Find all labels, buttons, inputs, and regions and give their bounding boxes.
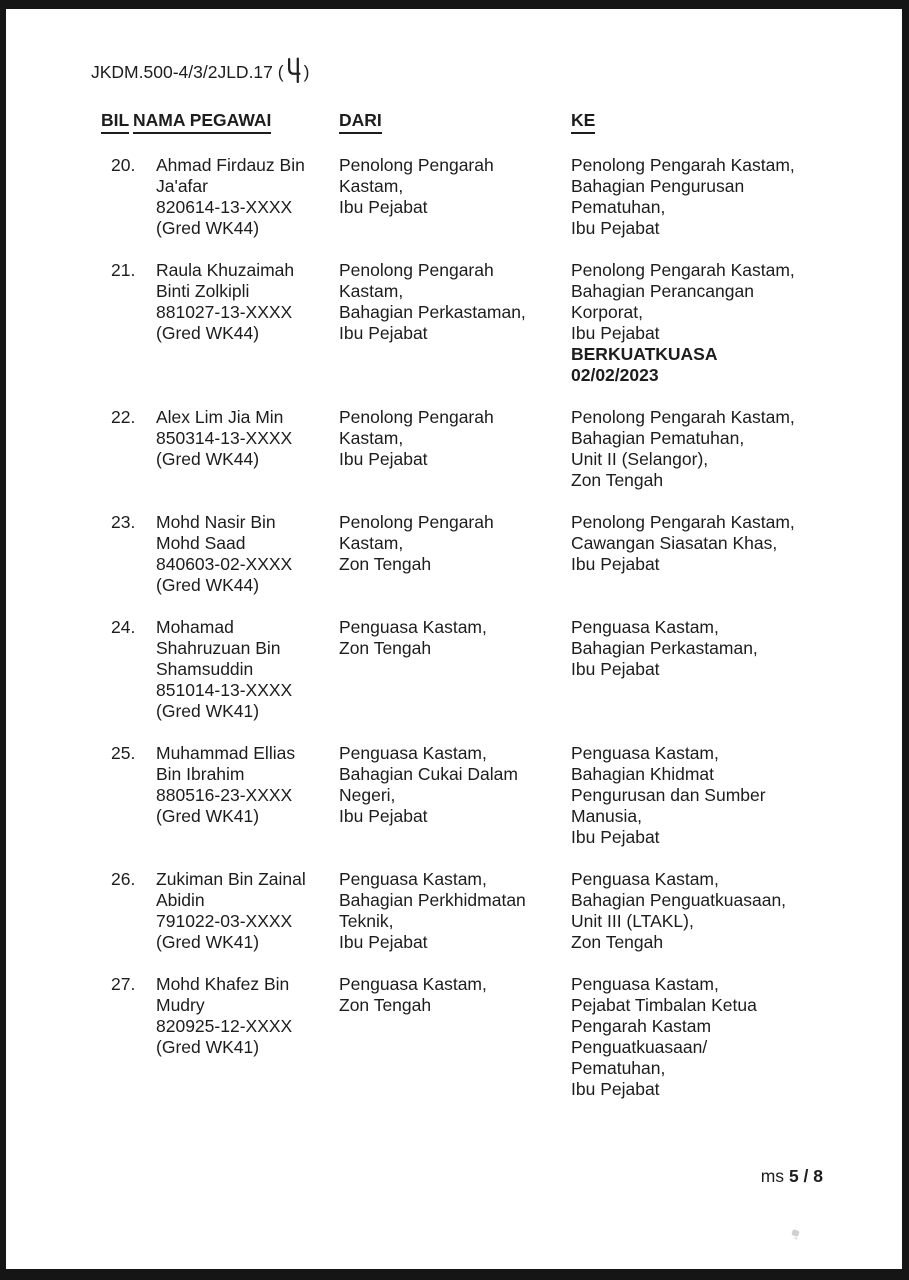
text-line: Bahagian Perkhidmatan bbox=[339, 890, 526, 910]
text-line: Bahagian Cukai Dalam bbox=[339, 764, 518, 784]
text-line: Penguasa Kastam, bbox=[571, 974, 719, 994]
cell-nama bbox=[156, 617, 339, 722]
text-line: Penguasa Kastam, bbox=[571, 869, 719, 889]
handwritten-numeral-mark-icon bbox=[285, 57, 303, 83]
text-line: Penolong Pengarah bbox=[339, 260, 494, 280]
text-line: Manusia, bbox=[571, 806, 643, 826]
text-line: (Gred WK41) bbox=[156, 1037, 260, 1057]
table-row bbox=[101, 743, 862, 848]
cell-dari bbox=[339, 260, 571, 386]
text-line: 850314-13-XXXX bbox=[156, 428, 293, 448]
text-line: 851014-13-XXXX bbox=[156, 680, 293, 700]
text-line: Penolong Pengarah bbox=[339, 407, 494, 427]
text-line: Cawangan Siasatan Khas, bbox=[571, 533, 778, 553]
text-line: Pengurusan dan Sumber bbox=[571, 785, 766, 805]
cell-dari bbox=[339, 407, 571, 491]
text-line: (Gred WK44) bbox=[156, 323, 260, 343]
cell-bil bbox=[101, 155, 156, 239]
row-number: 27. bbox=[111, 974, 136, 994]
text-line: Zon Tengah bbox=[339, 995, 432, 1015]
column-header-bil: BIL bbox=[101, 110, 156, 134]
cell-nama bbox=[156, 974, 339, 1100]
text-line: Bahagian Penguatkuasaan, bbox=[571, 890, 787, 910]
row-number: 24. bbox=[111, 617, 136, 637]
text-line: Teknik, bbox=[339, 911, 394, 931]
transfer-table bbox=[101, 110, 862, 1100]
text-line: (Gred WK44) bbox=[156, 218, 260, 238]
text-line: Zon Tengah bbox=[571, 932, 664, 952]
row-number: 23. bbox=[111, 512, 136, 532]
reference-number: JKDM.500-4/3/2JLD.17 bbox=[91, 62, 273, 82]
cell-bil bbox=[101, 407, 156, 491]
text-line: Penolong Pengarah bbox=[339, 512, 494, 532]
text-line: (Gred WK44) bbox=[156, 575, 260, 595]
paren-close: ) bbox=[303, 62, 310, 82]
text-line: Ibu Pejabat bbox=[339, 197, 428, 217]
table-row bbox=[101, 512, 862, 596]
text-line: Penguasa Kastam, bbox=[571, 617, 719, 637]
text-line: Zukiman Bin Zainal bbox=[156, 869, 306, 889]
text-line: Bahagian Perkastaman, bbox=[339, 302, 526, 322]
cell-nama bbox=[156, 407, 339, 491]
text-line: Penguasa Kastam, bbox=[571, 743, 719, 763]
text-line: Shahruzuan Bin bbox=[156, 638, 281, 658]
row-number: 20. bbox=[111, 155, 136, 175]
row-number: 22. bbox=[111, 407, 136, 427]
text-line: Alex Lim Jia Min bbox=[156, 407, 284, 427]
cell-bil bbox=[101, 260, 156, 386]
text-line: Pejabat Timbalan Ketua bbox=[571, 995, 757, 1015]
document-reference bbox=[91, 57, 902, 83]
text-line: Penolong Pengarah Kastam, bbox=[571, 260, 795, 280]
scan-artifact bbox=[791, 1229, 800, 1237]
text-line: Kastam, bbox=[339, 176, 404, 196]
text-line: Zon Tengah bbox=[571, 470, 664, 490]
text-line: Penolong Pengarah bbox=[339, 155, 494, 175]
cell-dari bbox=[339, 512, 571, 596]
text-line: Bahagian Perkastaman, bbox=[571, 638, 758, 658]
text-line: Ibu Pejabat bbox=[571, 1079, 660, 1099]
cell-bil bbox=[101, 869, 156, 953]
cell-dari bbox=[339, 743, 571, 848]
text-line: Binti Zolkipli bbox=[156, 281, 250, 301]
page-number-value: 5 / 8 bbox=[788, 1166, 823, 1186]
text-line: 880516-23-XXXX bbox=[156, 785, 293, 805]
text-line: Korporat, bbox=[571, 302, 643, 322]
text-line: (Gred WK41) bbox=[156, 806, 260, 826]
table-rows bbox=[101, 155, 862, 1100]
text-line: Bahagian Khidmat bbox=[571, 764, 715, 784]
text-line: Raula Khuzaimah bbox=[156, 260, 295, 280]
cell-dari bbox=[339, 869, 571, 953]
text-line: Pengarah Kastam bbox=[571, 1016, 712, 1036]
text-line: Mohamad bbox=[156, 617, 234, 637]
text-line: Ibu Pejabat bbox=[339, 806, 428, 826]
table-row bbox=[101, 869, 862, 953]
text-line: Bin Ibrahim bbox=[156, 764, 245, 784]
text-line: Penguasa Kastam, bbox=[339, 743, 487, 763]
column-header-ke: KE bbox=[571, 110, 862, 134]
text-line: Pematuhan, bbox=[571, 1058, 666, 1078]
text-line: Bahagian Pengurusan bbox=[571, 176, 745, 196]
cell-nama bbox=[156, 743, 339, 848]
text-line: Penguatkuasaan/ bbox=[571, 1037, 708, 1057]
text-line: (Gred WK41) bbox=[156, 932, 260, 952]
page-number bbox=[6, 1166, 823, 1187]
handwritten-mark bbox=[278, 62, 310, 82]
text-line: Ibu Pejabat bbox=[571, 323, 660, 343]
text-line: Ibu Pejabat bbox=[571, 554, 660, 574]
text-line: Penolong Pengarah Kastam, bbox=[571, 512, 795, 532]
text-line: Ja'afar bbox=[156, 176, 208, 196]
cell-nama bbox=[156, 260, 339, 386]
text-line: Muhammad Ellias bbox=[156, 743, 296, 763]
text-line: 840603-02-XXXX bbox=[156, 554, 293, 574]
text-line: Penguasa Kastam, bbox=[339, 869, 487, 889]
row-number: 26. bbox=[111, 869, 136, 889]
text-line: Mudry bbox=[156, 995, 205, 1015]
text-line: Mohd Saad bbox=[156, 533, 246, 553]
cell-ke bbox=[571, 974, 862, 1100]
text-line: 820614-13-XXXX bbox=[156, 197, 293, 217]
text-line: Mohd Khafez Bin bbox=[156, 974, 290, 994]
cell-ke bbox=[571, 512, 862, 596]
cell-ke bbox=[571, 407, 862, 491]
text-line: Shamsuddin bbox=[156, 659, 254, 679]
cell-nama bbox=[156, 155, 339, 239]
text-line: 820925-12-XXXX bbox=[156, 1016, 293, 1036]
cell-ke bbox=[571, 617, 862, 722]
text-line: Kastam, bbox=[339, 281, 404, 301]
text-line: Ibu Pejabat bbox=[339, 932, 428, 952]
table-row bbox=[101, 617, 862, 722]
table-row bbox=[101, 974, 862, 1100]
text-line: Ibu Pejabat bbox=[339, 323, 428, 343]
text-line: Unit III (LTAKL), bbox=[571, 911, 694, 931]
table-row bbox=[101, 407, 862, 491]
paren-open: ( bbox=[277, 62, 284, 82]
cell-nama bbox=[156, 869, 339, 953]
text-line: (Gred WK44) bbox=[156, 449, 260, 469]
text-line: Kastam, bbox=[339, 533, 404, 553]
text-line: Penolong Pengarah Kastam, bbox=[571, 407, 795, 427]
cell-bil bbox=[101, 617, 156, 722]
cell-nama bbox=[156, 512, 339, 596]
cell-dari bbox=[339, 155, 571, 239]
cell-ke bbox=[571, 869, 862, 953]
text-line: (Gred WK41) bbox=[156, 701, 260, 721]
text-line: Ibu Pejabat bbox=[339, 449, 428, 469]
cell-bil bbox=[101, 512, 156, 596]
text-line: Penguasa Kastam, bbox=[339, 617, 487, 637]
text-line: 881027-13-XXXX bbox=[156, 302, 293, 322]
text-line: Ibu Pejabat bbox=[571, 827, 660, 847]
text-line: Penolong Pengarah Kastam, bbox=[571, 155, 795, 175]
cell-bil bbox=[101, 974, 156, 1100]
table-header-row bbox=[101, 110, 862, 134]
row-number: 25. bbox=[111, 743, 136, 763]
text-line: Ibu Pejabat bbox=[571, 218, 660, 238]
row-number: 21. bbox=[111, 260, 136, 280]
text-line: Ibu Pejabat bbox=[571, 659, 660, 679]
cell-dari bbox=[339, 974, 571, 1100]
table-row bbox=[101, 155, 862, 239]
cell-bil bbox=[101, 743, 156, 848]
text-line: Bahagian Pematuhan, bbox=[571, 428, 745, 448]
text-line-bold: 02/02/2023 bbox=[571, 365, 659, 385]
cell-ke bbox=[571, 155, 862, 239]
text-line: Kastam, bbox=[339, 428, 404, 448]
cell-ke bbox=[571, 260, 862, 386]
text-line: Penguasa Kastam, bbox=[339, 974, 487, 994]
page-number-prefix: ms bbox=[760, 1166, 785, 1186]
text-line-bold: BERKUATKUASA bbox=[571, 344, 718, 364]
cell-ke bbox=[571, 743, 862, 848]
text-line: Abidin bbox=[156, 890, 205, 910]
text-line: Negeri, bbox=[339, 785, 396, 805]
text-line: Bahagian Perancangan bbox=[571, 281, 754, 301]
text-line: Pematuhan, bbox=[571, 197, 666, 217]
text-line: Zon Tengah bbox=[339, 638, 432, 658]
column-header-dari: DARI bbox=[339, 110, 571, 134]
text-line: Zon Tengah bbox=[339, 554, 432, 574]
text-line: 791022-03-XXXX bbox=[156, 911, 293, 931]
column-header-nama: NAMA PEGAWAI bbox=[156, 110, 339, 134]
text-line: Mohd Nasir Bin bbox=[156, 512, 276, 532]
table-row bbox=[101, 260, 862, 386]
text-line: Ahmad Firdauz Bin bbox=[156, 155, 305, 175]
text-line: Unit II (Selangor), bbox=[571, 449, 709, 469]
cell-dari bbox=[339, 617, 571, 722]
